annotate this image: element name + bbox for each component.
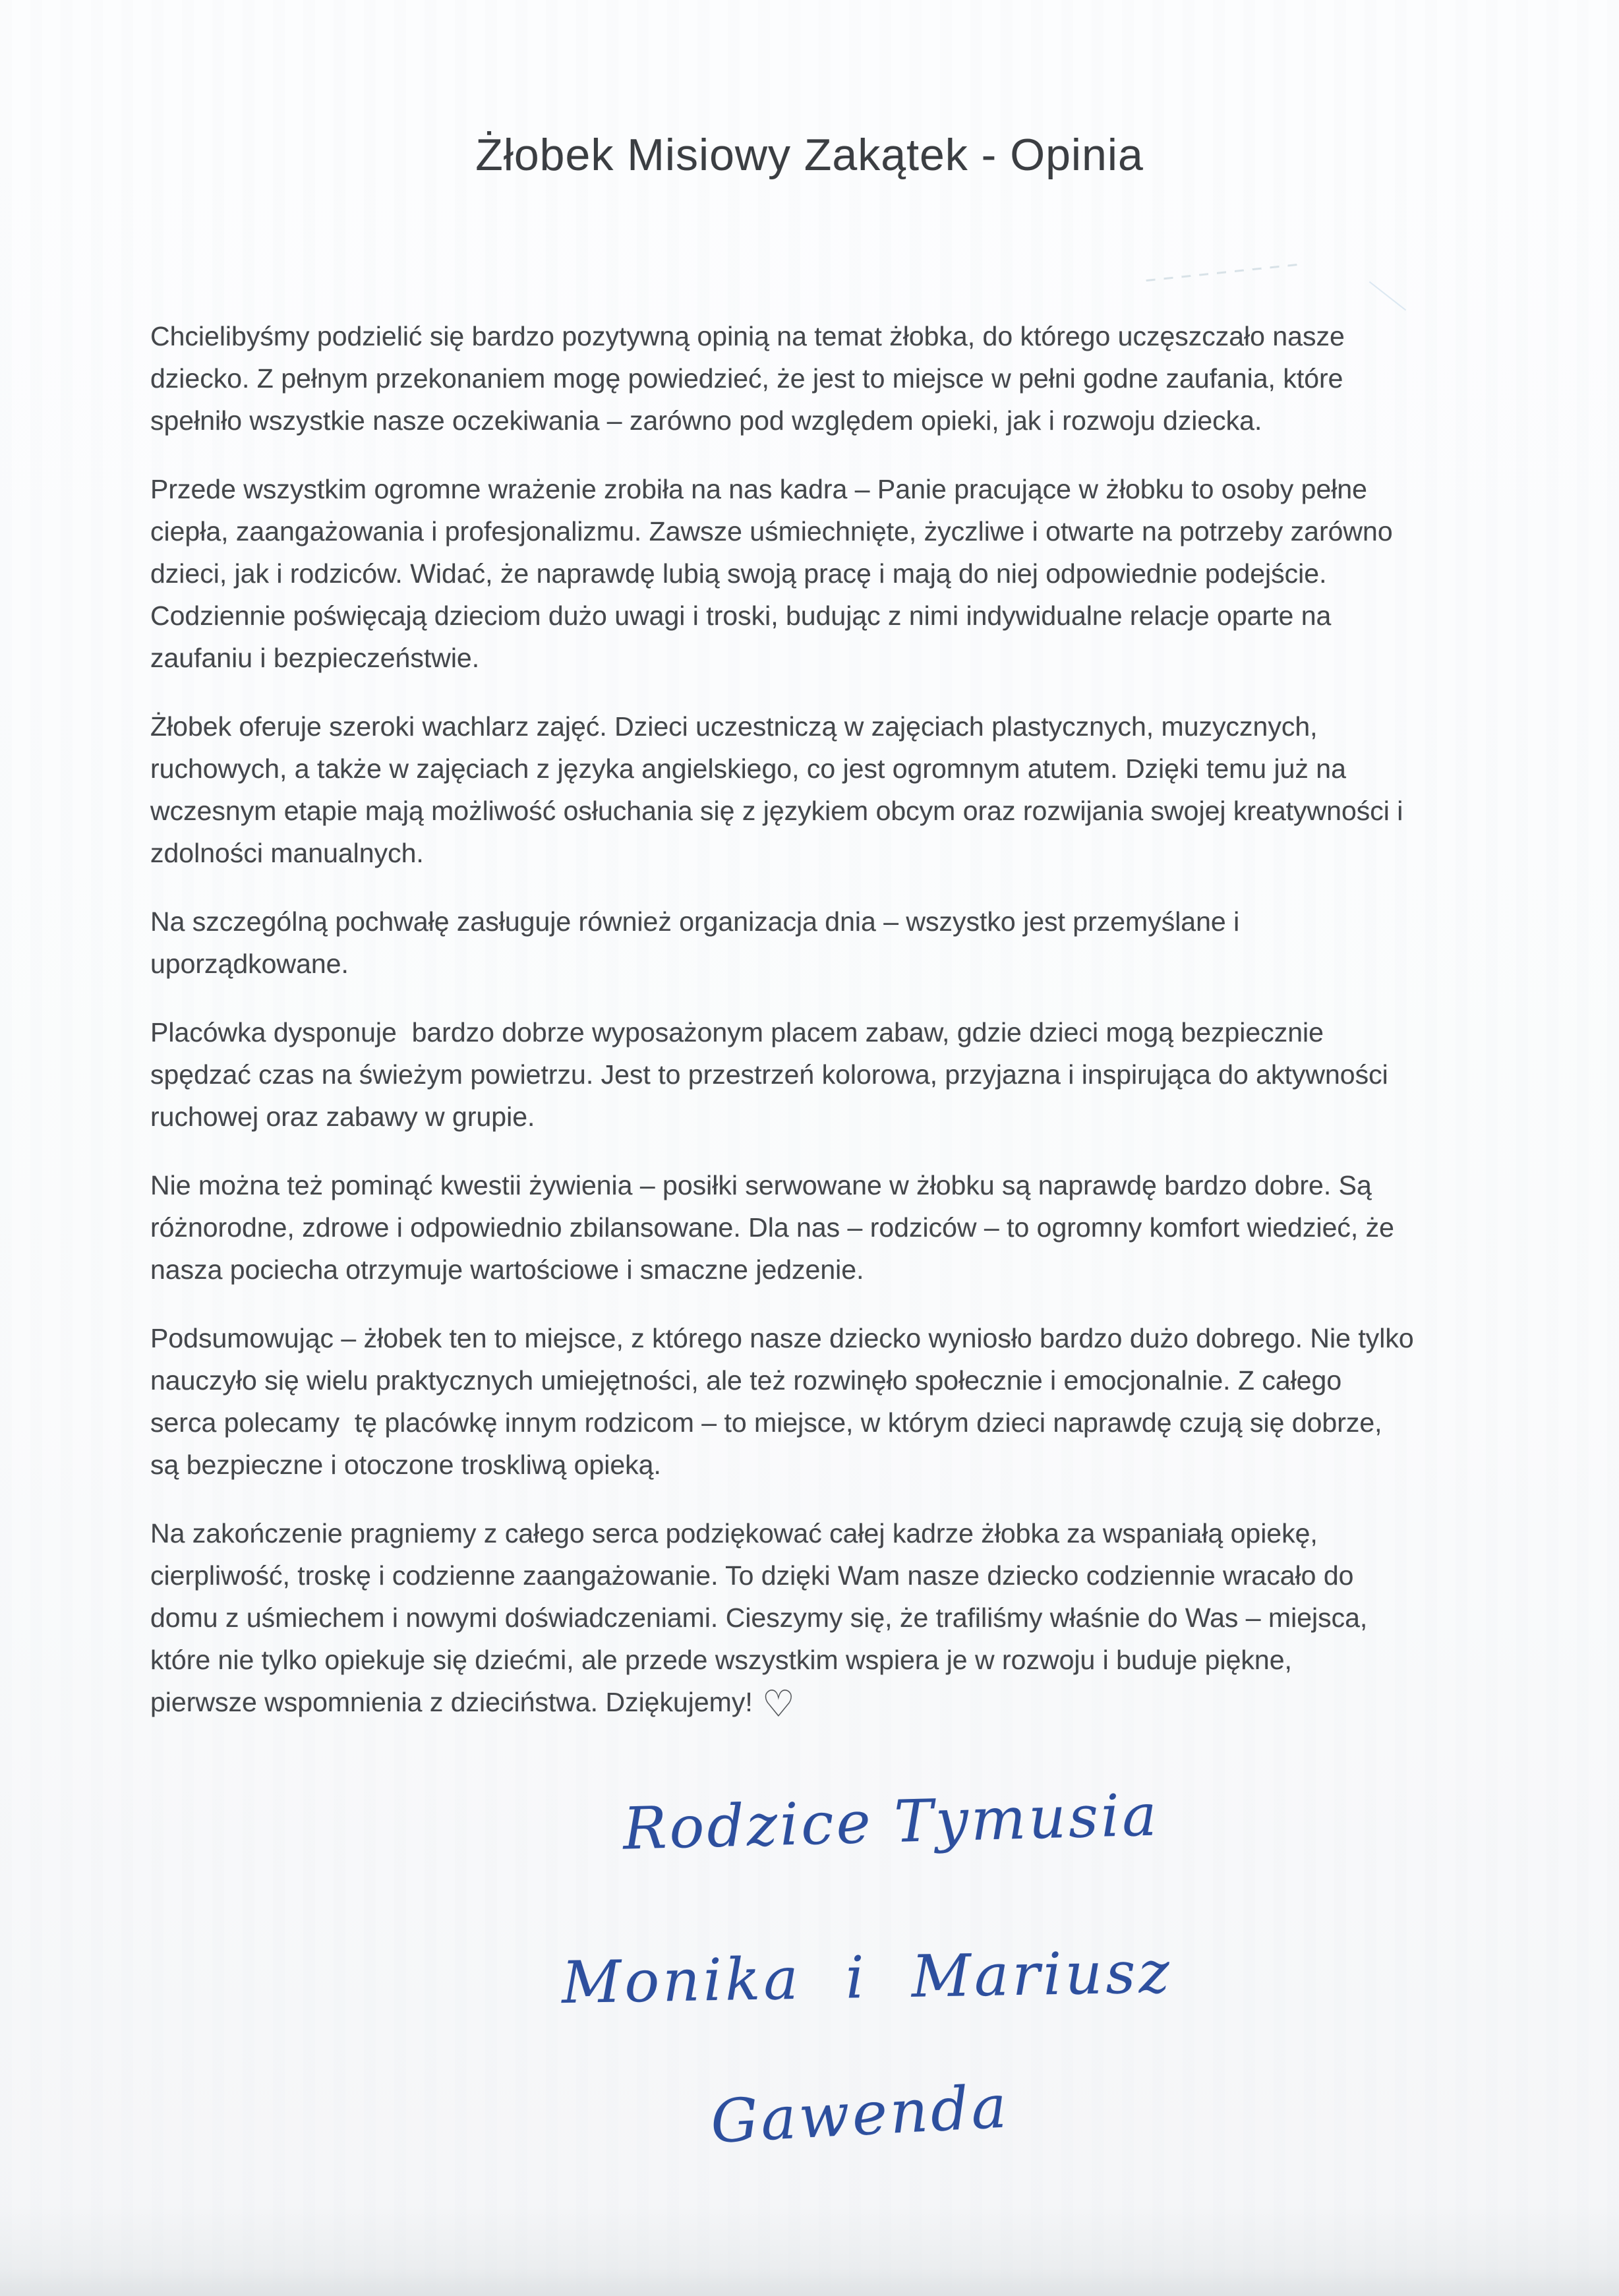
paragraph-line-text: Placówka dysponuje bardzo dobrze wyposażonym placem zabaw, gdzie dzieci mogą bezpiecznie [150,1017,1324,1047]
document-title: Żłobek Misiowy Zakątek - Opinia [475,130,1144,180]
paragraph-line-text: pierwsze wspomnienia z dzieciństwa. Dziękujemy! [150,1687,753,1717]
paragraph-line-text: spełniło wszystkie nasze oczekiwania – zarówno pod względem opieki, jak i rozwoju dziecka. [150,405,1262,436]
paragraph [150,1317,1442,1486]
paragraph-line-text: spędzać czas na świeżym powietrzu. Jest to przestrzeń kolorowa, przyjazna i inspirująca do aktywności [150,1059,1388,1090]
paragraph-line-text: różnorodne, zdrowe i odpowiednio zbilansowane. Dla nas – rodziców – to ogromny komfort wiedzieć, że [150,1212,1394,1243]
paragraph-line [150,1597,1442,1639]
paragraph-line-text: Na szczególną pochwałę zasługuje również organizacja dnia – wszystko jest przemyślane i [150,906,1240,937]
paragraph-line-text: ruchowych, a także w zajęciach z języka angielskiego, co jest ogromnym atutem. Dzięki temu już na [150,753,1346,784]
paragraph-line-text: Podsumowując – żłobek ten to miejsce, z którego nasze dziecko wyniosło bardzo dużo dobrego. Nie tylko [150,1323,1414,1353]
paragraph-line-text: Codziennie poświęcają dzieciom dużo uwagi i troski, budując z nimi indywidualne relacje oparte na [150,601,1332,631]
paragraph-line [150,1011,1442,1053]
paragraph-line [150,748,1442,790]
paragraph-line [150,705,1442,748]
paragraph-line [150,1512,1442,1554]
paragraph [150,1164,1442,1291]
paragraph-line-text: zdolności manualnych. [150,838,424,868]
paragraph-line [150,595,1442,637]
paragraph-line [150,1401,1442,1444]
paragraph-line [150,943,1442,985]
paragraph-line [150,552,1442,595]
paragraph-line [150,832,1442,874]
paragraph-line-text: domu z uśmiechem i nowymi doświadczeniami. Cieszymy się, że trafiliśmy właśnie do Was – miejsca, [150,1603,1368,1633]
paragraph-line-text: Na zakończenie pragniemy z całego serca podziękować całej kadrze żłobka za wspaniałą opiekę, [150,1518,1318,1548]
paragraph [150,468,1442,679]
paragraph-line [150,315,1442,357]
paragraph-line [150,637,1442,679]
paragraph-line [150,357,1442,399]
paragraph-line-text: wczesnym etapie mają możliwość osłuchania się z językiem obcym oraz rozwijania swojej kreatywności i [150,796,1403,826]
paragraph-line [150,1249,1442,1291]
paragraph-line-text: zaufaniu i bezpieczeństwie. [150,643,480,673]
heart-icon: ♡ [761,1683,795,1726]
paragraph-line-text: dzieci, jak i rodziców. Widać, że naprawdę lubią swoją pracę i mają do niej odpowiednie podejście. [150,558,1327,589]
paragraph-line [150,1096,1442,1138]
paragraph-line [150,1639,1442,1681]
signature-line-authors-role: Rodzice Tymusia [622,1781,1160,1863]
paragraph-line-text: dziecko. Z pełnym przekonaniem mogę powiedzieć, że jest to miejsce w pełni godne zaufania, które [150,363,1343,394]
paragraph-line [150,1164,1442,1206]
paragraph [150,705,1442,874]
paragraph-line-text: Chcielibyśmy podzielić się bardzo pozytywną opinią na temat żłobka, do którego uczęszczało nasze [150,321,1345,351]
paragraph-line [150,399,1442,442]
paragraph-line [150,1444,1442,1486]
paragraph [150,900,1442,985]
paragraph-line-text: Nie można też pominąć kwestii żywienia – posiłki serwowane w żłobku są naprawdę bardzo dobre. Są [150,1170,1372,1200]
paragraph-line-text: nauczyło się wielu praktycznych umiejętności, ale też rozwinęło społecznie i emocjonalnie. Z całego [150,1365,1342,1396]
signature-line-surname: Gawenda [709,2072,1011,2157]
paragraph-line-text: są bezpieczne i otoczone troskliwą opieką. [150,1450,661,1480]
paragraph [150,1011,1442,1138]
paragraph-line [150,1206,1442,1249]
paragraph-line-text: Przede wszystkim ogromne wrażenie zrobiła na nas kadra – Panie pracujące w żłobku to osoby pełne [150,474,1367,504]
paragraph-line [150,1681,1442,1726]
paragraph-line-text: cierpliwość, troskę i codzienne zaangażowanie. To dzięki Wam nasze dziecko codziennie wracało do [150,1560,1354,1591]
scan-crease [1369,281,1406,311]
paragraph-line-text: Żłobek oferuje szeroki wachlarz zajęć. Dzieci uczestniczą w zajęciach plastycznych, muzycznych, [150,711,1318,742]
paragraph-line-text: nasza pociecha otrzymuje wartościowe i smaczne jedzenie. [150,1254,864,1285]
paragraph-line [150,1053,1442,1096]
letter-body [150,315,1442,1750]
paragraph-line [150,900,1442,943]
paragraph-line-text: ruchowej oraz zabawy w grupie. [150,1102,535,1132]
paragraph-line [150,510,1442,552]
paragraph-line-text: które nie tylko opiekuje się dziećmi, ale przede wszystkim wspiera je w rozwoju i buduje piękne, [150,1645,1292,1675]
scan-edge-shadow [0,2268,1619,2296]
paragraph-line-text: ciepła, zaangażowania i profesjonalizmu. Zawsze uśmiechnięte, życzliwe i otwarte na potrzeby zarówno [150,516,1393,546]
paragraph-line [150,1554,1442,1597]
paragraph-line [150,790,1442,832]
paragraph-line [150,1317,1442,1359]
paragraph-line [150,468,1442,510]
scan-crease [1146,264,1298,281]
paragraph [150,1512,1442,1726]
signature-line-first-names: Monika i Mariusz [561,1937,1173,2017]
paragraph-line [150,1359,1442,1401]
paragraph-line-text: uporządkowane. [150,949,349,979]
paragraph [150,315,1442,442]
paragraph-line-text: serca polecamy tę placówkę innym rodzicom – to miejsce, w którym dzieci naprawdę czują się dobrze, [150,1407,1382,1438]
